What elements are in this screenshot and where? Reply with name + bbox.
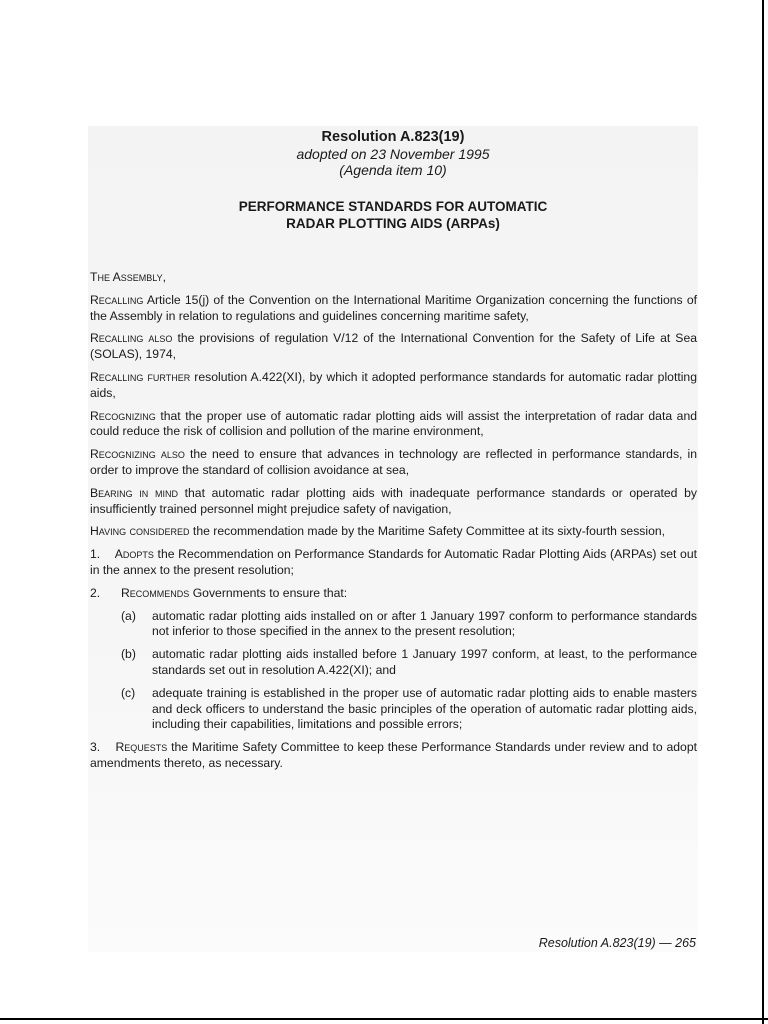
resolution-number: Resolution A.823(19) [321,129,465,145]
preamble-clause [90,524,697,540]
paragraph-lead: Adopts [114,547,154,562]
paragraph-number: 2. [90,585,101,600]
subitem [121,686,697,733]
clause-lead: Recalling also [90,331,173,346]
subitem-label: (c) [121,685,136,700]
paragraph-text: Governments to ensure that: [189,585,348,600]
preamble-clause [90,293,697,325]
subitem-label: (a) [121,608,136,623]
subitem [121,647,697,679]
preamble-clause [90,447,697,479]
clause-text: that automatic radar plotting aids with inadequate performance standards or operated by insufficiently trained personnel might prejudice safety of navigation, [90,485,697,516]
subitem-label: (b) [121,647,136,662]
resolution-title-line-1: PERFORMANCE STANDARDS FOR AUTOMATIC [238,199,548,214]
page-footer: Resolution A.823(19) — 265 [538,936,696,950]
resolution-body [90,270,697,779]
clause-lead: Recalling [90,292,144,307]
subitem-text: automatic radar plotting aids installed before 1 January 1997 conform, at least, to the performance standards set out in resolution A.422(XI); and [152,647,697,677]
preamble-clause [90,486,697,518]
paragraph-lead: Requests [115,740,168,755]
clause-text: the provisions of regulation V/12 of the International Convention for the Safety of Life at Sea (SOLAS), 1974, [90,331,697,362]
resolution-title-line-2: RADAR PLOTTING AIDS (ARPAs) [286,216,500,231]
clause-lead: Recognizing also [90,447,185,462]
paragraph-number: 1. [90,547,101,562]
adoption-date: adopted on 23 November 1995 [296,146,490,162]
clause-text: the recommendation made by the Maritime Safety Committee at its sixty-fourth session, [189,524,666,539]
agenda-item: (Agenda item 10) [339,162,447,178]
operative-paragraph-3 [90,740,697,772]
clause-text: resolution A.422(XI), by which it adopted performance standards for automatic radar plotting aids, [90,369,697,400]
paragraph-text: the Maritime Safety Committee to keep these Performance Standards under review and to adopt amendments thereto, as necessary. [90,740,697,770]
clause-lead: Bearing in mind [90,485,178,500]
clause-text: the need to ensure that advances in technology are reflected in performance standards, in order to improve the standard of collision avoidance at sea, [90,447,697,477]
clause-lead: Recalling further [90,369,191,384]
preamble-clause [90,331,697,363]
page-edge-bottom [0,1018,768,1020]
assembly-line: The Assembly, [90,270,167,284]
resolution-title [90,198,696,232]
subitem-text: automatic radar plotting aids installed on or after 1 January 1997 conform to performance standards not inferior to those specified in the annex to the present resolution; [152,608,697,639]
clause-lead: Recognizing [90,408,156,423]
paragraph-number: 3. [90,740,101,755]
paragraph-text: the Recommendation on Performance Standards for Automatic Radar Plotting Aids (ARPAs) set out in the annex to the present resolution; [90,547,697,577]
preamble-clause [90,409,697,441]
page-edge-right [762,0,764,1024]
paragraph-lead: Recommends [121,585,190,600]
subitem [121,609,697,641]
resolution-header [90,128,696,232]
subitem-text: adequate training is established in the proper use of automatic radar plotting aids to enable masters and deck officers to understand the basic principles of the operation of automatic radar plotting aids, including their capabilities, limitations and possible errors; [152,685,697,732]
clause-lead: Having considered [90,524,190,539]
clause-text: Article 15(j) of the Convention on the International Maritime Organization concerning the functions of the Assembly in relation to regulations and guidelines concerning maritime safety, [90,292,697,323]
operative-paragraph-1 [90,547,697,579]
clause-text: that the proper use of automatic radar plotting aids will assist the interpretation of radar data and could reduce the risk of collision and pollution of the marine environment, [90,408,697,439]
operative-paragraph-2 [90,586,697,602]
preamble-clause [90,370,697,402]
